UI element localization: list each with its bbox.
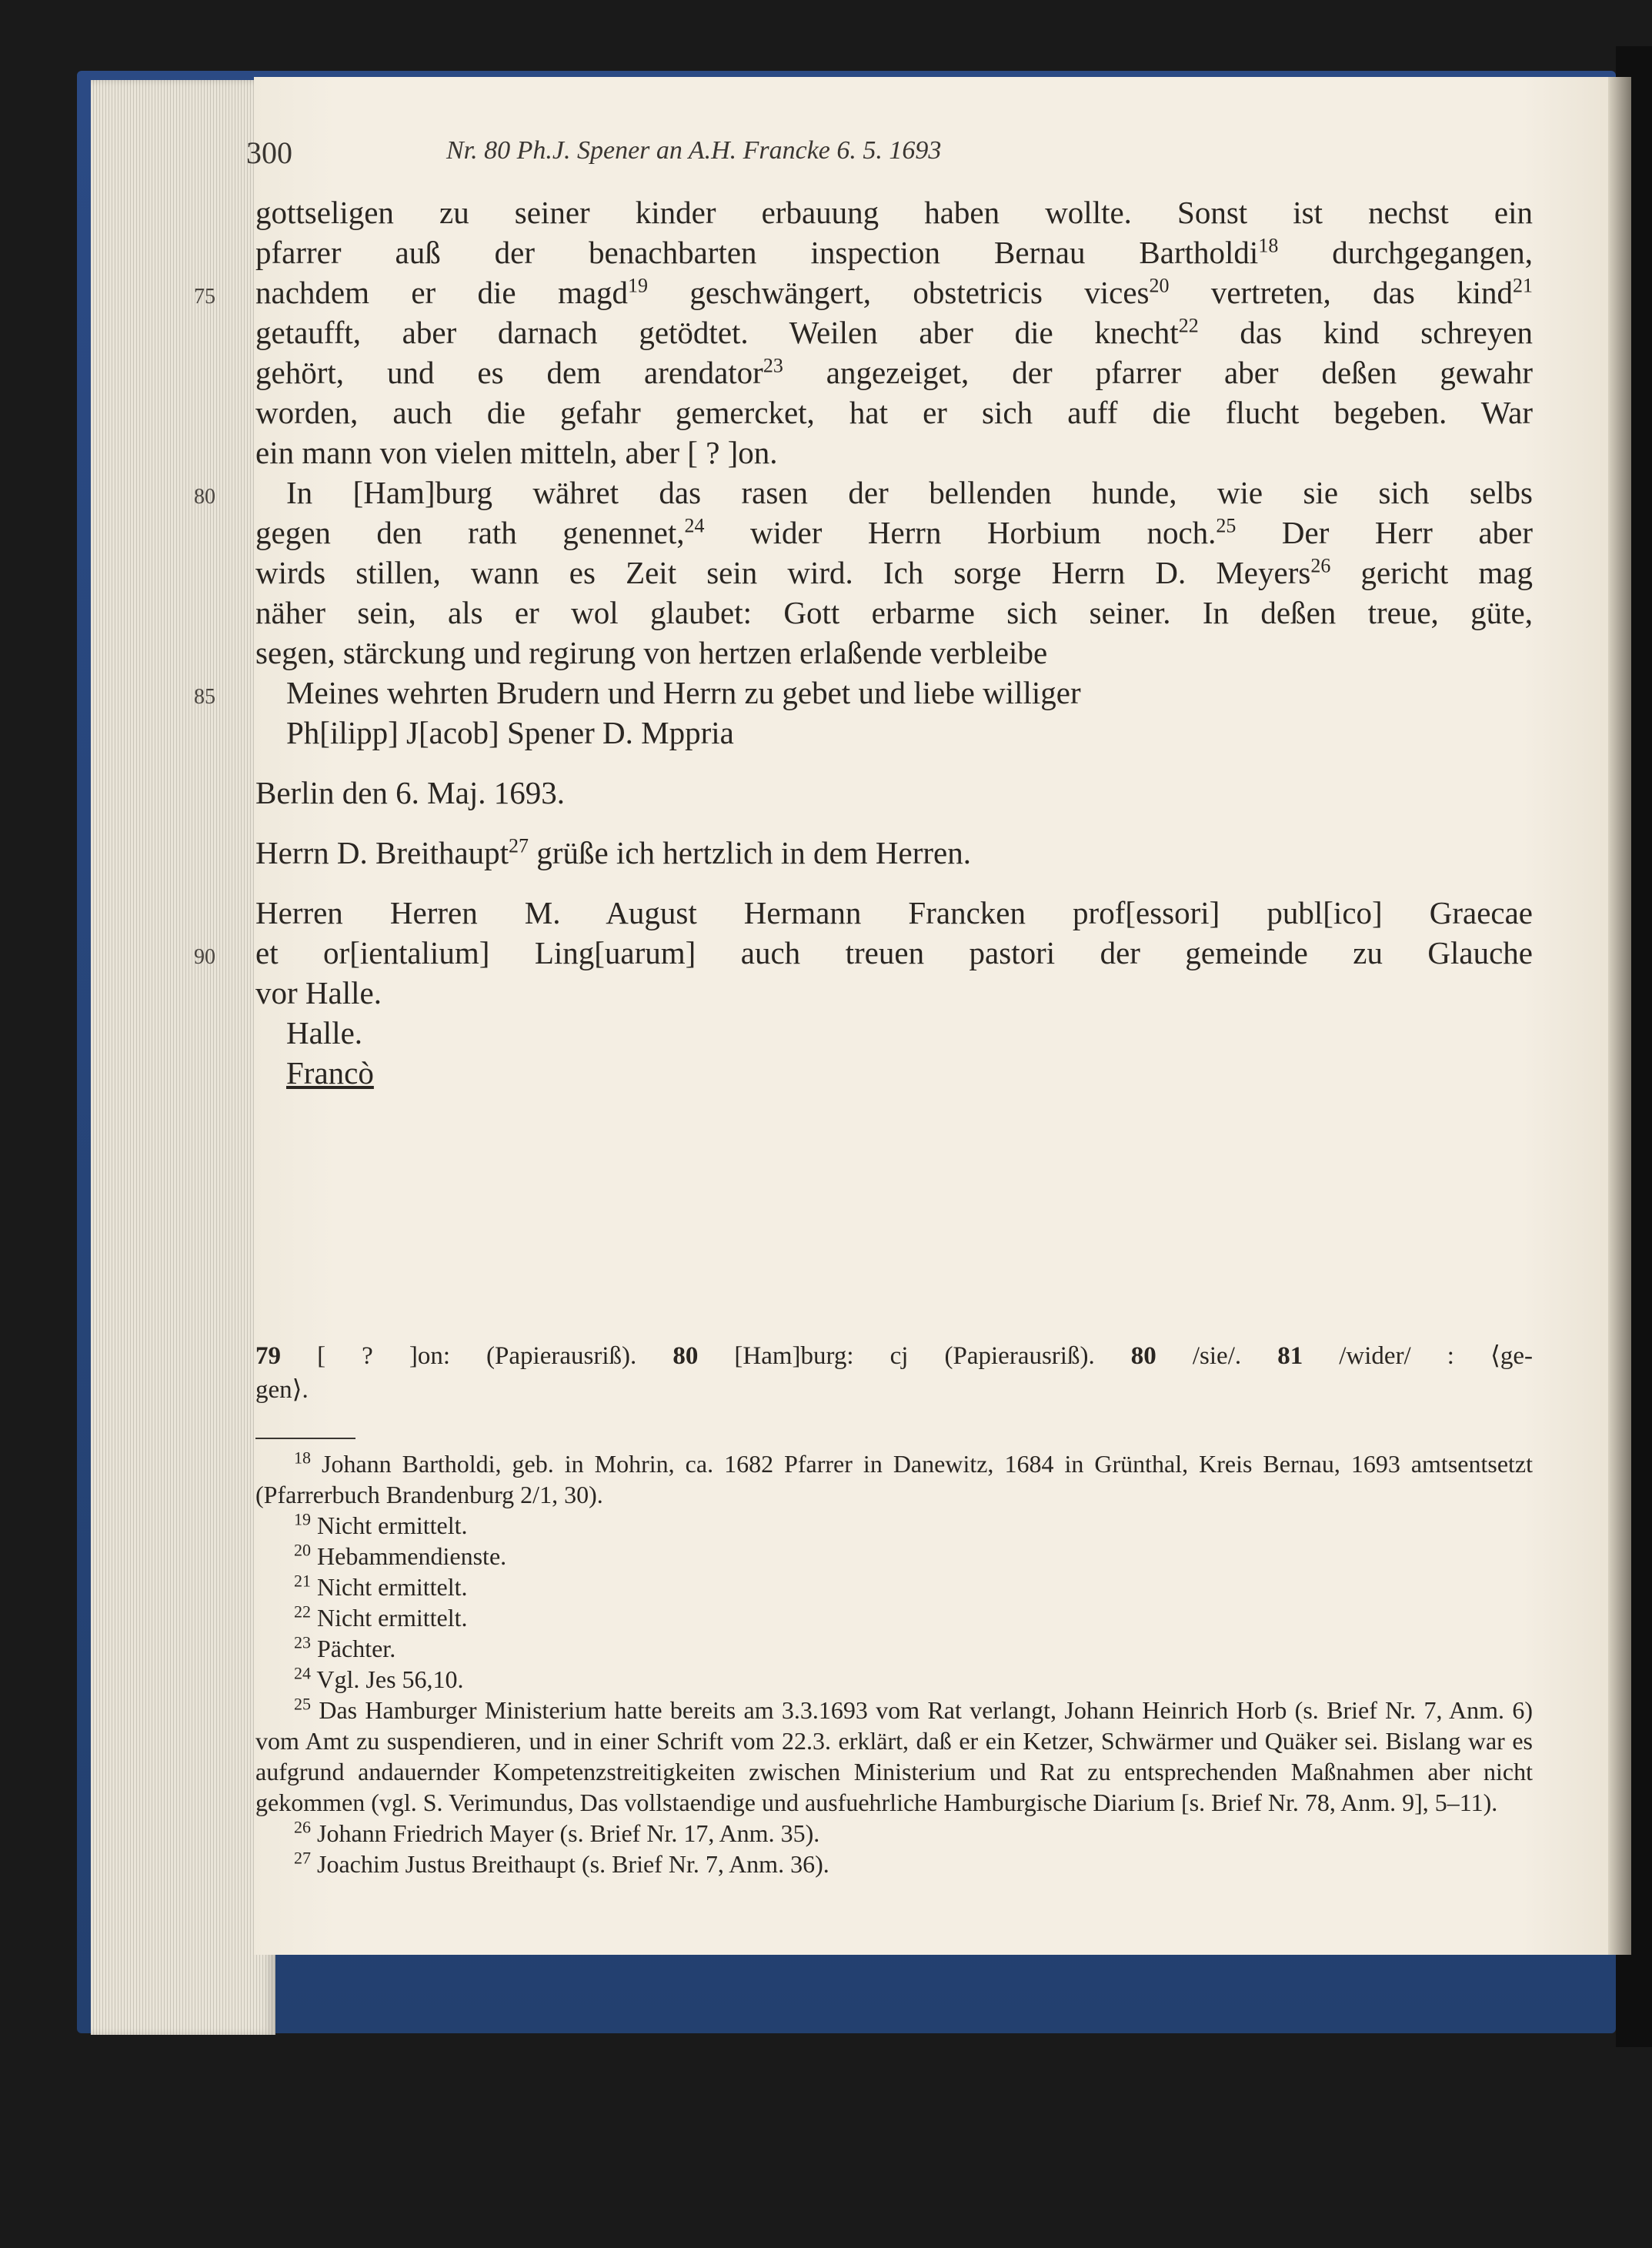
text-line: 80 In [Ham]burg währet das rasen der bellenden hunde, wie sie sich selbs	[255, 473, 1533, 513]
address-line: Halle.	[286, 1015, 363, 1051]
footnote: $^{22}$ Nicht ermittelt.	[294, 1602, 468, 1632]
letter-text	[194, 192, 1534, 1093]
footnote: $^{23}$ Pächter.	[294, 1632, 396, 1662]
footnotes	[255, 1448, 1533, 1879]
footnote: $^{19}$ Nicht ermittelt.	[294, 1509, 468, 1539]
footnote: $^{18}$ Johann Bartholdi, geb. in Mohrin, ca. 1682 Pfarrer in Danewitz, 1684 in Grünthal, Kreis Bernau, 1693 amtsentsetzt (Pfarrerbuch Brandenburg 2/1, 30).	[255, 1448, 1534, 1508]
text-line: näher sein, als er wol glaubet: Gott erbarme sich seiner. In deßen treue, güte,	[255, 595, 1533, 630]
address-line: Francò	[286, 1055, 374, 1091]
text-line: 75 nachdem er die magd$^{19}$ geschwängert, obstetricis vices$^{20}$ vertreten, das kind$^{21}$	[255, 272, 1533, 312]
signature-line: Ph[ilipp] J[acob] Spener D. Mppria	[286, 715, 734, 750]
footnote-rule	[255, 1438, 355, 1439]
address-line: 90 et or[ientalium] Ling[uarum] auch treuen pastori der gemeinde zu Glauche	[255, 933, 1533, 973]
address-line: Herren Herren M. August Hermann Francken prof[essori] publ[ico] Graecae	[255, 895, 1533, 930]
page-curl-shadow	[1608, 77, 1631, 1955]
page-stack-edge	[91, 80, 275, 2035]
footnote: $^{26}$ Johann Friedrich Mayer (s. Brief Nr. 17, Anm. 35).	[294, 1817, 820, 1847]
text-line: getaufft, aber darnach getödtet. Weilen aber die knecht$^{22}$ das kind schreyen	[255, 314, 1533, 350]
text-line: gegen den rath genennet,$^{24}$ wider Herrn Horbium noch.$^{25}$ Der Herr aber	[255, 514, 1533, 550]
line-number: 80	[194, 485, 215, 509]
text-line: gottseligen zu seiner kinder erbauung haben wollte. Sonst ist nechst ein	[255, 195, 1533, 230]
running-head-title: Nr. 80 Ph.J. Spener an A.H. Francke 6. 5. 1693	[446, 136, 942, 165]
line-number: 90	[194, 945, 215, 969]
date-line: Berlin den 6. Maj. 1693.	[255, 775, 565, 810]
footnote: $^{21}$ Nicht ermittelt.	[294, 1571, 468, 1601]
postscript-line: Herrn D. Breithaupt$^{27}$ grüße ich hertzlich in dem Herren.	[255, 834, 971, 870]
text-line: worden, auch die gefahr gemercket, hat er sich auff die flucht begeben. War	[255, 395, 1533, 430]
line-number: 75	[194, 285, 215, 309]
critical-apparatus: 79 [ ? ]on: (Papierausriß). 80 [Ham]burg: cj (Papierausriß). 80 /sie/. 81 /wider/ : ⟨ge- gen⟩.	[255, 1342, 1534, 1404]
footnote: $^{25}$ Das Hamburger Ministerium hatte bereits am 3.3.1693 vom Rat verlangt, Johann Heinrich Horb (s. Brief Nr. 7, Anm. 6) vom Amt zu suspendieren, und in einer Schrift vom 22.3. erklärt, daß er ein Ketzer, Schwärmer und Quäker sei. Bislang war es aufgrund andauernder Kompetenzstreitigkeiten zwischen Ministerium und Rat zu entsprechenden Maßnahmen aber nicht gekommen (vgl. S. Verimundus, Das vollstaendige und ausfuehrliche Hamburgische Diarium [s. Brief Nr. 78, Anm. 9], 5–11).	[255, 1694, 1534, 1816]
text-line: wirds stillen, wann es Zeit sein wird. Ich sorge Herrn D. Meyers$^{26}$ gericht mag	[255, 554, 1533, 590]
line-number: 85	[194, 685, 215, 709]
text-line: gehört, und es dem arendator$^{23}$ angezeiget, der pfarrer aber deßen gewahr	[255, 354, 1534, 390]
running-head	[246, 135, 1400, 181]
footnote: $^{24}$ Vgl. Jes 56,10.	[294, 1663, 464, 1693]
text-line: segen, stärckung und regirung von hertzen erlaßende verbleibe	[255, 635, 1048, 670]
text-line: ein mann von vielen mitteln, aber [ ? ]on.	[255, 435, 778, 470]
text-line: 85 Meines wehrten Brudern und Herrn zu gebet und liebe williger	[255, 673, 1533, 713]
footnote: $^{20}$ Hebammendienste.	[294, 1540, 507, 1570]
page-number: 300	[246, 135, 292, 170]
footnote: $^{27}$ Joachim Justus Breithaupt (s. Brief Nr. 7, Anm. 36).	[294, 1848, 829, 1878]
address-line: vor Halle.	[255, 975, 382, 1010]
text-line: pfarrer auß der benachbarten inspection Bernau Bartholdi$^{18}$ durchgegangen,	[255, 234, 1533, 270]
